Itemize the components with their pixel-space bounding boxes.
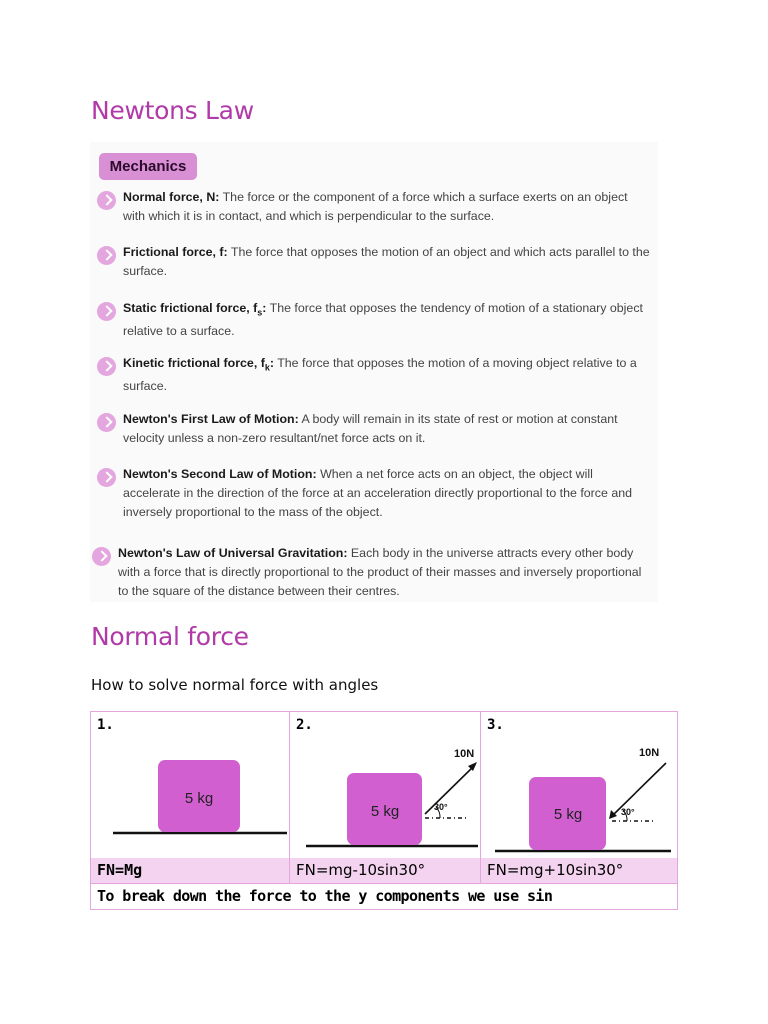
block-diagram-1 bbox=[91, 712, 289, 858]
angle-label: 30° bbox=[434, 802, 448, 812]
mass-label: 5 kg bbox=[370, 803, 400, 820]
definition: When a net force acts on an object, the object will accelerate in the direction of the force at an acceleration directly proportional to the force and inversely proportional to the mass of the object. bbox=[123, 467, 633, 519]
diagram-cell-1 bbox=[91, 712, 289, 858]
term: Newton's First Law of Motion: bbox=[123, 412, 299, 426]
term: Kinetic frictional force, $f_k$: bbox=[123, 356, 274, 373]
cell-number: 2. bbox=[296, 717, 313, 733]
definition: A body will remain in its state of rest or motion at constant velocity unless a non-zero resultant/net force acts on it. bbox=[123, 412, 618, 445]
table-footer bbox=[91, 883, 677, 909]
term: Normal force, N: bbox=[123, 190, 220, 204]
force-label: 10N bbox=[454, 748, 475, 760]
mechanics-card bbox=[90, 142, 658, 602]
definition: The force that opposes the motion of an object and which acts parallel to the surface. bbox=[123, 245, 650, 278]
section-title: Normal force bbox=[91, 622, 249, 651]
chevron-right-icon bbox=[97, 468, 116, 487]
force-label: 10N bbox=[639, 747, 660, 759]
term: Newton's Second Law of Motion: bbox=[123, 467, 317, 481]
mass-label: 5 kg bbox=[184, 790, 214, 807]
definition: The force that opposes the motion of a moving object relative to a surface. bbox=[123, 356, 637, 394]
diagram-cell-3 bbox=[481, 712, 677, 858]
chevron-right-icon bbox=[97, 246, 116, 265]
formula: FN=mg+10sin30° bbox=[487, 861, 624, 879]
chevron-right-icon bbox=[97, 413, 116, 432]
chevron-right-icon bbox=[97, 191, 116, 210]
formula: FN=mg-10sin30° bbox=[296, 861, 426, 879]
block-diagram-3 bbox=[481, 712, 677, 858]
column-divider bbox=[289, 858, 290, 883]
section-subtitle: How to solve normal force with angles bbox=[91, 676, 379, 694]
term: Frictional force, f: bbox=[123, 245, 228, 259]
force-arrow bbox=[425, 765, 475, 814]
footer-note: To break down the force to the y components we use sin bbox=[97, 887, 553, 905]
chevron-right-icon bbox=[97, 357, 116, 376]
mass-label: 5 kg bbox=[553, 806, 583, 823]
definition: Each body in the universe attracts every other body with a force that is directly proportional to the product of their masses and inversely proportional to the square of the distance between their centres. bbox=[118, 546, 642, 598]
formula-cell-3 bbox=[481, 858, 677, 883]
column-divider bbox=[480, 858, 481, 883]
formula-cell-2 bbox=[290, 858, 480, 883]
definition: The force that opposes the tendency of motion of a stationary object relative to a surface. bbox=[123, 301, 643, 339]
mechanics-badge: Mechanics bbox=[99, 153, 197, 180]
formula: FN=Mg bbox=[97, 861, 143, 879]
chevron-right-icon bbox=[92, 547, 111, 566]
chevron-right-icon bbox=[97, 302, 116, 321]
definition: The force or the component of a force which a surface exerts on an object with which it is in contact, and which is perpendicular to the surface. bbox=[123, 190, 628, 223]
normal-force-table bbox=[90, 711, 678, 910]
page-title: Newtons Law bbox=[91, 96, 254, 125]
angle-label: 30° bbox=[621, 807, 635, 817]
cell-number: 1. bbox=[97, 717, 114, 733]
formula-cell-1 bbox=[91, 858, 289, 883]
term: Static frictional force, $f_s$: bbox=[123, 301, 267, 318]
cell-number: 3. bbox=[487, 717, 504, 733]
term: Newton's Law of Universal Gravitation: bbox=[118, 546, 348, 560]
block-diagram-2 bbox=[290, 712, 480, 858]
diagram-cell-2 bbox=[290, 712, 480, 858]
